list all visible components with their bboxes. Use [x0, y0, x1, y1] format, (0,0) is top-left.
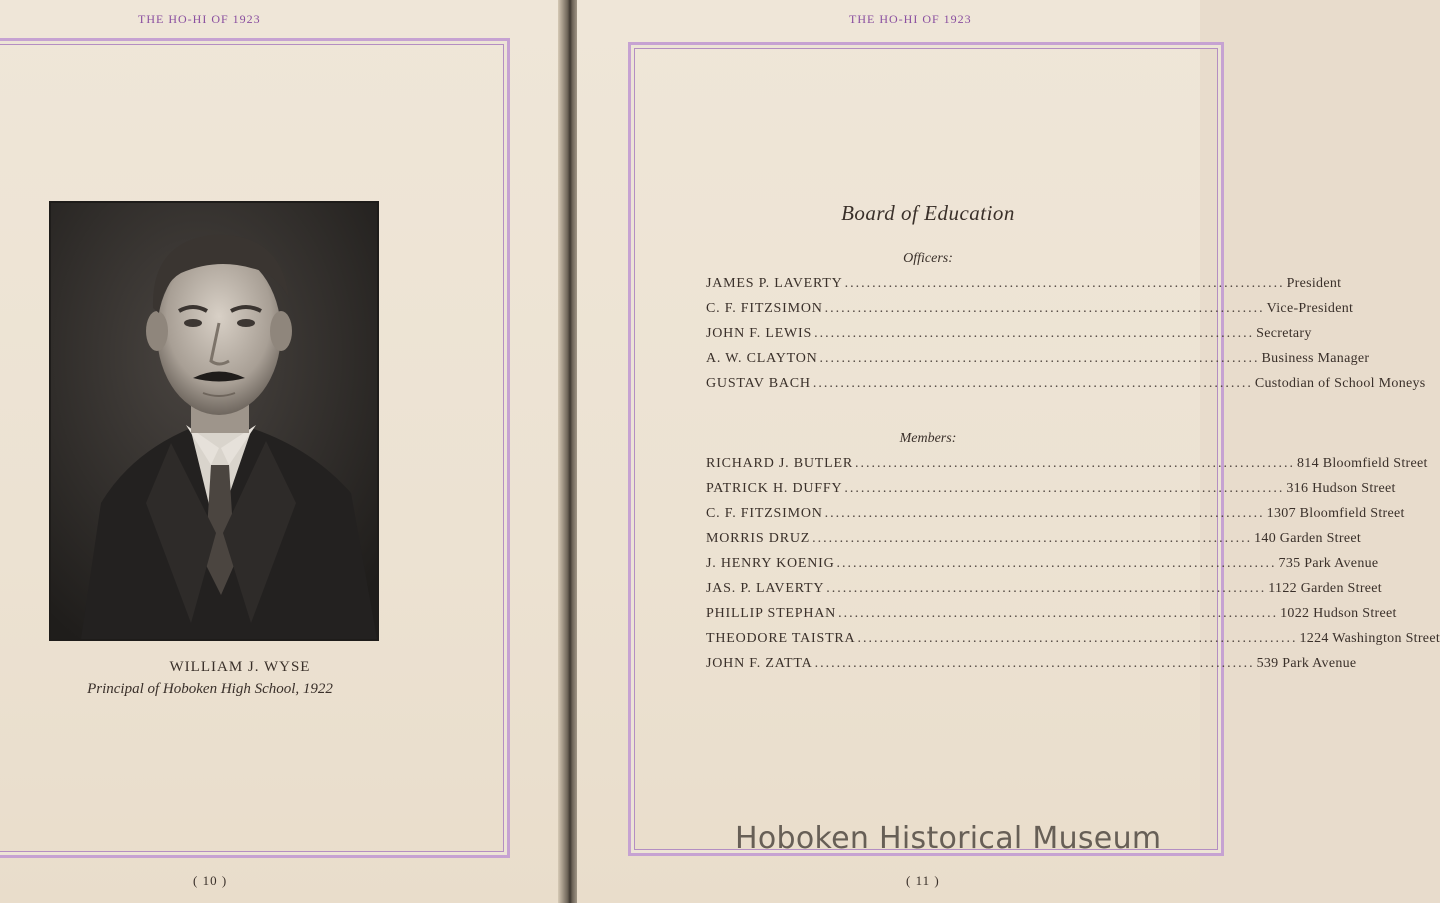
board-title: Board of Education: [841, 201, 1015, 225]
roster-name: A. W. CLAYTON: [706, 351, 818, 366]
dot-leader: ................................................................................: [838, 606, 1279, 621]
right-page: [577, 0, 1200, 903]
portrait-caption-name: WILLIAM J. WYSE: [169, 659, 311, 675]
member-address: 1122 Garden Street: [1268, 581, 1383, 596]
folio-right: ( 11 ): [906, 873, 940, 888]
running-head-right: THE HO-HI OF 1923: [849, 12, 972, 26]
members-heading: Members:: [899, 431, 957, 446]
dot-leader: ................................................................................: [819, 351, 1260, 366]
portrait-photo: [49, 201, 379, 641]
museum-watermark: Hoboken Historical Museum: [735, 821, 1162, 856]
officer-row: [706, 351, 1370, 376]
portrait-caption-title: Principal of Hoboken High School, 1922: [87, 681, 333, 697]
member-row: [706, 581, 1383, 606]
page-border-right: [628, 42, 1224, 856]
officer-row: [706, 301, 1354, 326]
officer-role: Vice-President: [1266, 301, 1354, 316]
running-head-left: THE HO-HI OF 1923: [138, 12, 261, 26]
dot-leader: ................................................................................: [812, 376, 1253, 391]
roster-name: RICHARD J. BUTLER: [706, 456, 853, 471]
officer-role: President: [1286, 276, 1342, 291]
member-address: 814 Bloomfield Street: [1297, 456, 1428, 471]
roster-name: C. F. FITZSIMON: [706, 301, 823, 316]
dot-leader: ................................................................................: [824, 506, 1265, 521]
dot-leader: ................................................................................: [836, 556, 1277, 571]
dot-leader: ................................................................................: [844, 276, 1285, 291]
roster-name: GUSTAV BACH: [706, 376, 811, 391]
dot-leader: ................................................................................: [824, 301, 1265, 316]
member-address: 316 Hudson Street: [1286, 481, 1396, 496]
folio-left: ( 10 ): [193, 873, 228, 888]
dot-leader: ................................................................................: [844, 481, 1285, 496]
member-row: [706, 456, 1428, 481]
left-page: [0, 0, 572, 903]
member-row: [706, 531, 1362, 556]
member-row: [706, 656, 1357, 681]
roster-name: J. HENRY KOENIG: [706, 556, 835, 571]
dot-leader: ................................................................................: [814, 326, 1255, 341]
roster-name: JOHN F. ZATTA: [706, 656, 813, 671]
members-list: [706, 456, 1440, 681]
officer-role: Custodian of School Moneys: [1254, 376, 1426, 391]
dot-leader: ................................................................................: [812, 531, 1253, 546]
member-address: 140 Garden Street: [1254, 531, 1362, 546]
dot-leader: ................................................................................: [826, 581, 1267, 596]
roster-name: PHILLIP STEPHAN: [706, 606, 837, 621]
officer-row: [706, 376, 1426, 401]
roster-name: JAMES P. LAVERTY: [706, 276, 843, 291]
roster-name: MORRIS DRUZ: [706, 531, 811, 546]
dot-leader: ................................................................................: [814, 656, 1255, 671]
roster-name: JOHN F. LEWIS: [706, 326, 813, 341]
officer-role: Business Manager: [1261, 351, 1370, 366]
officers-heading: Officers:: [903, 251, 953, 266]
officer-role: Secretary: [1256, 326, 1312, 341]
member-address: 1307 Bloomfield Street: [1266, 506, 1405, 521]
officer-row: [706, 276, 1342, 301]
member-row: [706, 506, 1405, 531]
dot-leader: ................................................................................: [855, 456, 1295, 471]
member-address: 1224 Washington Street: [1299, 631, 1440, 646]
member-address: 1022 Hudson Street: [1280, 606, 1397, 621]
member-row: [706, 606, 1397, 631]
member-row: [706, 481, 1396, 506]
member-address: 735 Park Avenue: [1278, 556, 1379, 571]
member-row: [706, 556, 1379, 581]
officer-row: [706, 326, 1312, 351]
officers-list: [706, 276, 1426, 401]
roster-name: JAS. P. LAVERTY: [706, 581, 825, 596]
member-address: 539 Park Avenue: [1256, 656, 1357, 671]
roster-name: THEODORE TAISTRA: [706, 631, 856, 646]
roster-name: PATRICK H. DUFFY: [706, 481, 843, 496]
member-row: [706, 631, 1440, 656]
roster-name: C. F. FITZSIMON: [706, 506, 823, 521]
dot-leader: ................................................................................: [857, 631, 1298, 646]
